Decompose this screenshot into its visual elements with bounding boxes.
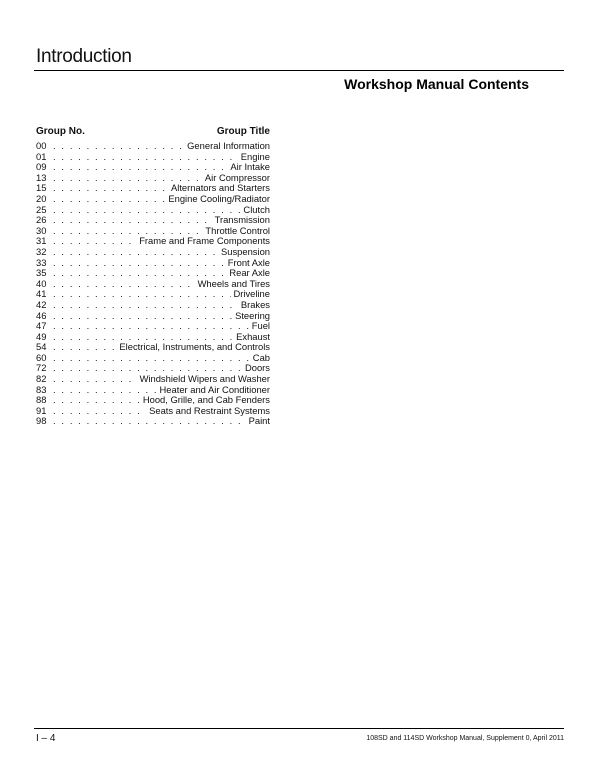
- group-title: Exhaust: [236, 330, 270, 342]
- group-number: 47: [36, 320, 47, 332]
- contents-row: [36, 321, 270, 332]
- dot-leader: [53, 300, 238, 311]
- dot-leader: [53, 141, 184, 152]
- group-number: 33: [36, 256, 47, 268]
- group-title: Throttle Control: [205, 224, 270, 236]
- group-number: 72: [36, 362, 47, 374]
- group-title: Rear Axle: [229, 267, 270, 279]
- dot-leader: [53, 162, 227, 173]
- group-title: Alternators and Starters: [170, 182, 270, 194]
- dot-leader: [53, 342, 116, 353]
- group-number: 09: [36, 161, 47, 173]
- dot-leader: [53, 205, 240, 216]
- group-number: 13: [36, 171, 47, 183]
- group-title: Air Intake: [230, 161, 270, 173]
- group-title: Heater and Air Conditioner: [159, 383, 270, 395]
- contents-row: [36, 300, 270, 311]
- group-number: 32: [36, 245, 47, 257]
- dot-leader: [53, 385, 157, 396]
- contents-list: [36, 141, 270, 427]
- dot-leader: [53, 279, 195, 290]
- group-number: 98: [36, 415, 47, 427]
- group-number: 42: [36, 298, 47, 310]
- contents-header: [36, 126, 270, 137]
- page-number: I – 4: [36, 733, 56, 744]
- chapter-title: Introduction: [36, 46, 132, 67]
- group-title: General Information: [187, 140, 270, 151]
- contents-row: [36, 289, 270, 300]
- group-number: 31: [36, 235, 47, 247]
- header-rule: [34, 70, 564, 71]
- dot-leader: [53, 215, 212, 226]
- group-number: 01: [36, 150, 47, 162]
- dot-leader: [53, 247, 218, 258]
- group-title: Steering: [235, 309, 270, 321]
- dot-leader: [53, 416, 246, 427]
- group-number: 30: [36, 224, 47, 236]
- dot-leader: [53, 152, 238, 163]
- dot-leader: [53, 289, 231, 300]
- dot-leader: [53, 395, 140, 406]
- group-number: 20: [36, 192, 47, 204]
- group-title: Transmission: [214, 214, 270, 226]
- group-title: Air Compressor: [204, 171, 270, 183]
- dot-leader: [53, 236, 136, 247]
- group-title: Hood, Grille, and Cab Fenders: [142, 394, 270, 406]
- group-number: 25: [36, 203, 47, 215]
- contents-row: [36, 311, 270, 322]
- contents-row: [36, 353, 270, 364]
- footer-rule: [34, 728, 564, 729]
- group-title: Windshield Wipers and Washer: [139, 373, 270, 385]
- group-number: 00: [36, 140, 47, 151]
- contents-row: [36, 406, 270, 417]
- group-title: Cab: [252, 351, 270, 363]
- group-title: Frame and Frame Components: [139, 235, 270, 247]
- group-number: 60: [36, 351, 47, 363]
- contents-table: [36, 126, 270, 427]
- group-number: 35: [36, 267, 47, 279]
- group-title: Electrical, Instruments, and Controls: [119, 341, 270, 353]
- dot-leader: [53, 258, 225, 269]
- group-title-header: Group Title: [216, 126, 270, 137]
- contents-row: [36, 342, 270, 353]
- group-title: Paint: [248, 415, 270, 427]
- group-number: 54: [36, 341, 47, 353]
- group-title: Wheels and Tires: [197, 277, 270, 289]
- group-number: 82: [36, 373, 47, 385]
- group-title: Driveline: [233, 288, 270, 300]
- section-title: Workshop Manual Contents: [344, 76, 529, 92]
- dot-leader: [53, 194, 165, 205]
- group-title: Fuel: [251, 320, 270, 332]
- dot-leader: [53, 406, 146, 417]
- group-title: Front Axle: [227, 256, 270, 268]
- group-number: 88: [36, 394, 47, 406]
- contents-row: [36, 416, 270, 427]
- group-number: 91: [36, 404, 47, 416]
- group-title: Engine Cooling/Radiator: [168, 192, 270, 204]
- group-number: 15: [36, 182, 47, 194]
- dot-leader: [53, 353, 250, 364]
- group-title: Brakes: [240, 298, 270, 310]
- group-no-header: Group No.: [36, 126, 85, 137]
- group-number: 49: [36, 330, 47, 342]
- dot-leader: [53, 183, 168, 194]
- group-number: 26: [36, 214, 47, 226]
- dot-leader: [53, 311, 232, 322]
- group-title: Suspension: [221, 245, 270, 257]
- contents-row: [36, 247, 270, 258]
- group-number: 83: [36, 383, 47, 395]
- group-title: Clutch: [243, 203, 270, 215]
- group-number: 40: [36, 277, 47, 289]
- dot-leader: [53, 374, 137, 385]
- dot-leader: [53, 321, 249, 332]
- group-number: 46: [36, 309, 47, 321]
- group-number: 41: [36, 288, 47, 300]
- manual-info: 108SD and 114SD Workshop Manual, Supplement 0, April 2011: [366, 735, 564, 742]
- contents-row: [36, 194, 270, 205]
- group-title: Engine: [240, 150, 270, 162]
- group-title: Seats and Restraint Systems: [149, 404, 270, 416]
- contents-row: [36, 141, 270, 152]
- group-title: Doors: [244, 362, 270, 374]
